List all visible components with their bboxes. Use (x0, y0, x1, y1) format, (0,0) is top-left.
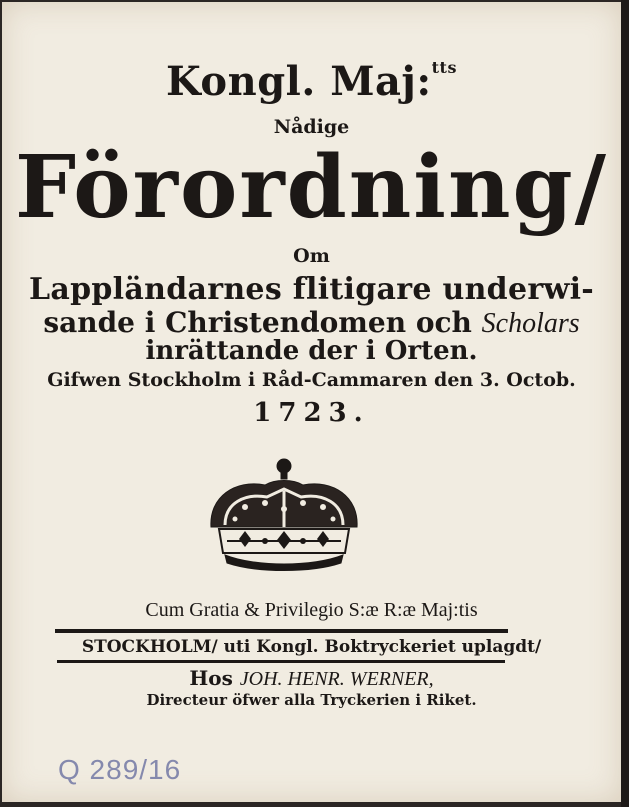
crown-woodcut-icon (205, 457, 363, 577)
bottom-rule (57, 660, 505, 663)
header-superscript: tts (431, 58, 457, 77)
imprint-hos: Hos (189, 666, 240, 690)
subject-line-1: Lappländarnes flitigare underwi- (28, 272, 595, 307)
given-date-line: Gifwen Stockholm i Råd-Cammaren den 3. Octob. (47, 369, 576, 391)
header-kongl: Kongl. Maj: (166, 58, 432, 105)
imprint-director-line: Directeur öfwer alla Tryckerien i Riket. (146, 691, 477, 709)
document-page (2, 2, 621, 802)
imprint-printer-line (2, 666, 621, 691)
library-shelfmark: Q 289/16 (58, 754, 182, 785)
header-line-1 (2, 58, 621, 105)
year: 1723. (253, 398, 370, 428)
header-line-2: Nådige (273, 116, 350, 138)
imprint-printer-name: JOH. HENR. WERNER, (239, 668, 434, 690)
subject-line-2 (2, 306, 621, 340)
subject-scholars: Scholars (481, 308, 580, 339)
document-title: Förordning/ (14, 137, 609, 238)
subject-line-2-text: sande i Christendomen och (43, 306, 482, 339)
subject-line-3: inrättande der i Orten. (145, 336, 478, 366)
privilege-line: Cum Gratia & Privilegio S:æ R:æ Maj:tis (145, 599, 478, 621)
scan-edge (621, 0, 629, 807)
subject-intro: Om (293, 245, 330, 267)
top-rule (55, 629, 508, 633)
imprint-city-line: STOCKHOLM/ uti Kongl. Boktryckeriet uplagdt/ (81, 637, 542, 657)
